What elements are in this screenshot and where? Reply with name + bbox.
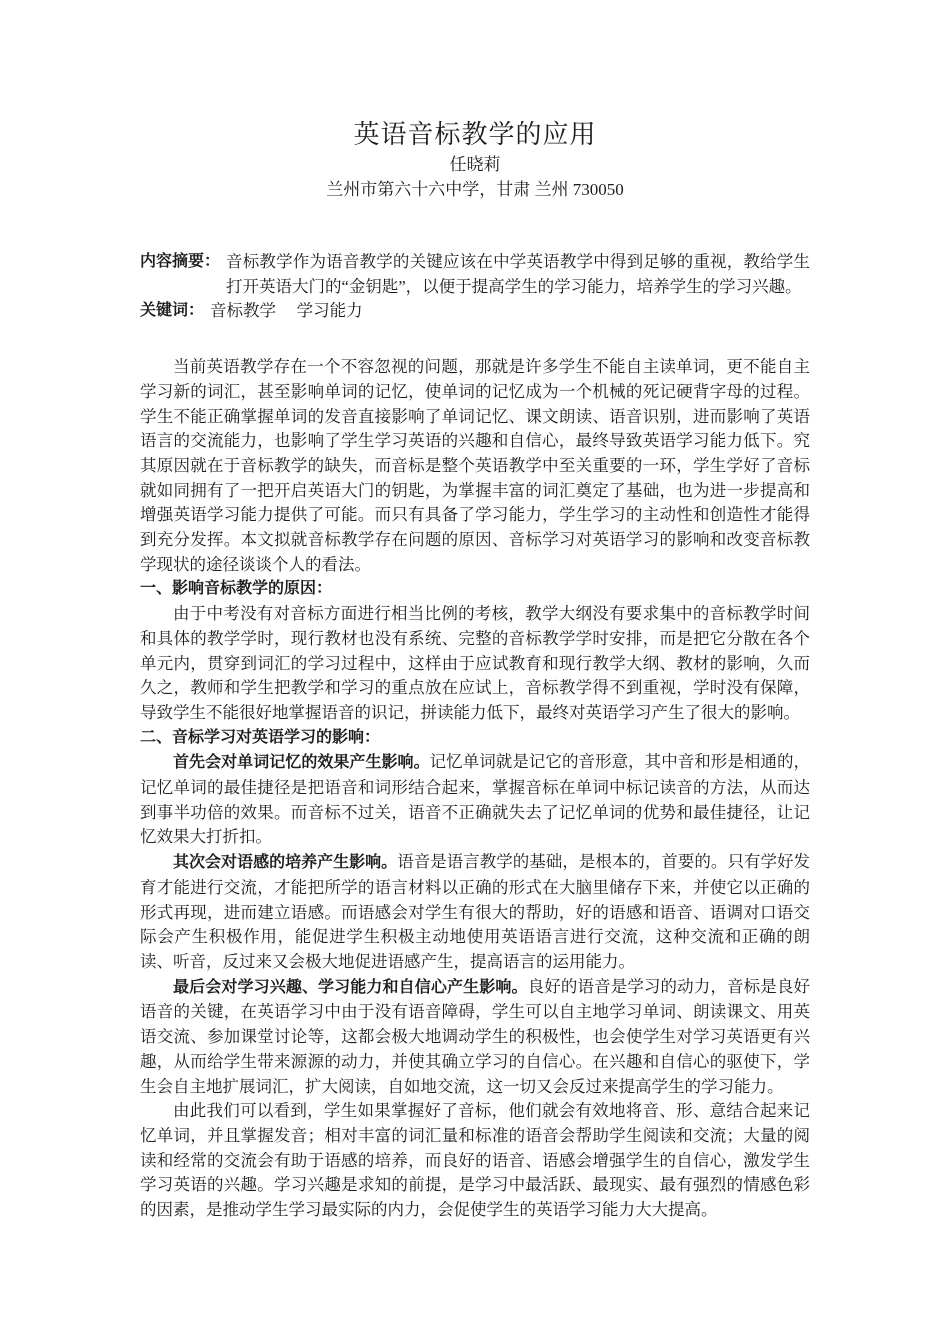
document-title: 英语音标教学的应用 <box>353 120 597 149</box>
subparagraph-third-lead: 最后会对学习兴趣、学习能力和自信心产生影响。 <box>173 978 528 996</box>
subparagraph-third-text: 良好的语音是学习的动力，音标是良好语音的关键，在英语学习中由于没有语音障碍，学生可以自主地学习单词、朗读课文、用英语交流、参加课堂讨论等，这都会极大地调动学生的积极性，也会使学生对学习英语更有兴趣，从而给学生带来源源的动力，并使其确立学习的自信心。在兴趣和自信心的驱使下，学生会自主地扩展词汇，扩大阅读，自如地交流，这一切又会反过来提高学生的学习能力。 <box>140 976 810 1096</box>
document-page <box>140 0 810 1223</box>
keywords-row <box>140 299 810 324</box>
conclusion-paragraph: 由此我们可以看到，学生如果掌握好了音标，他们就会有效地将音、形、意结合起来记忆单词，并且掌握发音；相对丰富的词汇量和标准的语音会帮助学生阅读和交流；大量的阅读和经常的交流会有助于语感的培养，而良好的语音、语感会增强学生的自信心，激发学生学习英语的兴趣。学习兴趣是求知的前提，是学习中最活跃、最现实、最有强烈的情感色彩的因素，是推动学生学习最实际的内力，会促使学生的英语学习能力大大提高。 <box>140 1101 810 1220</box>
subparagraph-second-lead: 其次会对语感的培养产生影响。 <box>173 854 398 872</box>
keywords-text: 音标教学 学习能力 <box>210 301 363 321</box>
subparagraph-third <box>140 975 810 1100</box>
subparagraph-first-lead: 首先会对单词记忆的效果产生影响。 <box>173 754 430 772</box>
abstract-row <box>140 250 810 299</box>
section2-heading: 二、音标学习对英语学习的影响： <box>140 728 381 746</box>
subparagraph-first <box>140 750 810 850</box>
author-name: 任晓莉 <box>449 155 501 174</box>
meta-block <box>140 250 810 324</box>
abstract-text: 音标教学作为语音教学的关键应该在中学英语教学中得到足够的重视，教给学生打开英语大门的“金钥匙”，以便于提高学生的学习能力，培养学生的学习兴趣。 <box>226 252 810 296</box>
keywords-label: 关键词： <box>140 302 205 320</box>
body-text <box>140 355 810 1223</box>
subparagraph-second-text: 语音是语言教学的基础，是根本的，首要的。只有学好发育才能进行交流，才能把所学的语言材料以正确的形式在大脑里储存下来，并使它以正确的形式再现，进而建立语感。而语感会对学生有很大的帮助，好的语感和语音、语调对口语交际会产生积极作用，能促进学生积极主动地使用英语语言进行交流，这种交流和正确的朗读、听音，反过来又会极大地促进语感产生，提高语言的运用能力。 <box>140 852 810 971</box>
affiliation: 兰州市第六十六中学，甘肃 兰州 730050 <box>326 180 624 199</box>
intro-paragraph: 当前英语教学存在一个不容忽视的问题，那就是许多学生不能自主读单词，更不能自主学习新的词汇，甚至影响单词的记忆，使单词的记忆成为一个机械的死记硬背字母的过程。学生不能正确掌握单词的发音直接影响了单词记忆、课文朗读、语音识别，进而影响了英语语言的交流能力，也影响了学生学习英语的兴趣和自信心，最终导致英语学习能力低下。究其原因就在于音标教学的缺失，而音标是整个英语教学中至关重要的一环，学生学好了音标就如同拥有了一把开启英语大门的钥匙，为掌握丰富的词汇奠定了基础，也为进一步提高和增强英语学习能力提供了可能。而只有具备了学习能力，学生学习的主动性和创造性才能得到充分发挥。本文拟就音标教学存在问题的原因、音标学习对英语学习的影响和改变音标教学现状的途径谈谈个人的看法。 <box>140 357 810 574</box>
abstract-label: 内容摘要： <box>140 253 221 270</box>
subparagraph-second <box>140 850 810 975</box>
section1-heading: 一、影响音标教学的原因： <box>140 580 333 598</box>
subparagraph-first-text: 记忆单词就是记它的音形意，其中音和形是相通的，记忆单词的最佳捷径是把语音和词形结合起来，掌握音标在单词中标记读音的方法，从而达到事半功倍的效果。而音标不过关，语音不正确就失去了记忆单词的优势和最佳捷径，让记忆效果大打折扣。 <box>140 752 810 847</box>
section1-paragraph: 由于中考没有对音标方面进行相当比例的考核，教学大纲没有要求集中的音标教学时间和具体的教学学时，现行教材也没有系统、完整的音标教学学时安排，而是把它分散在各个单元内，贯穿到词汇的学习过程中，这样由于应试教育和现行教学大纲、教材的影响，久而久之，教师和学生把教学和学习的重点放在应试上，音标教学得不到重视，学时没有保障，导致学生不能很好地掌握语音的识记，拼读能力低下，最终对英语学习产生了很大的影响。 <box>140 604 810 722</box>
